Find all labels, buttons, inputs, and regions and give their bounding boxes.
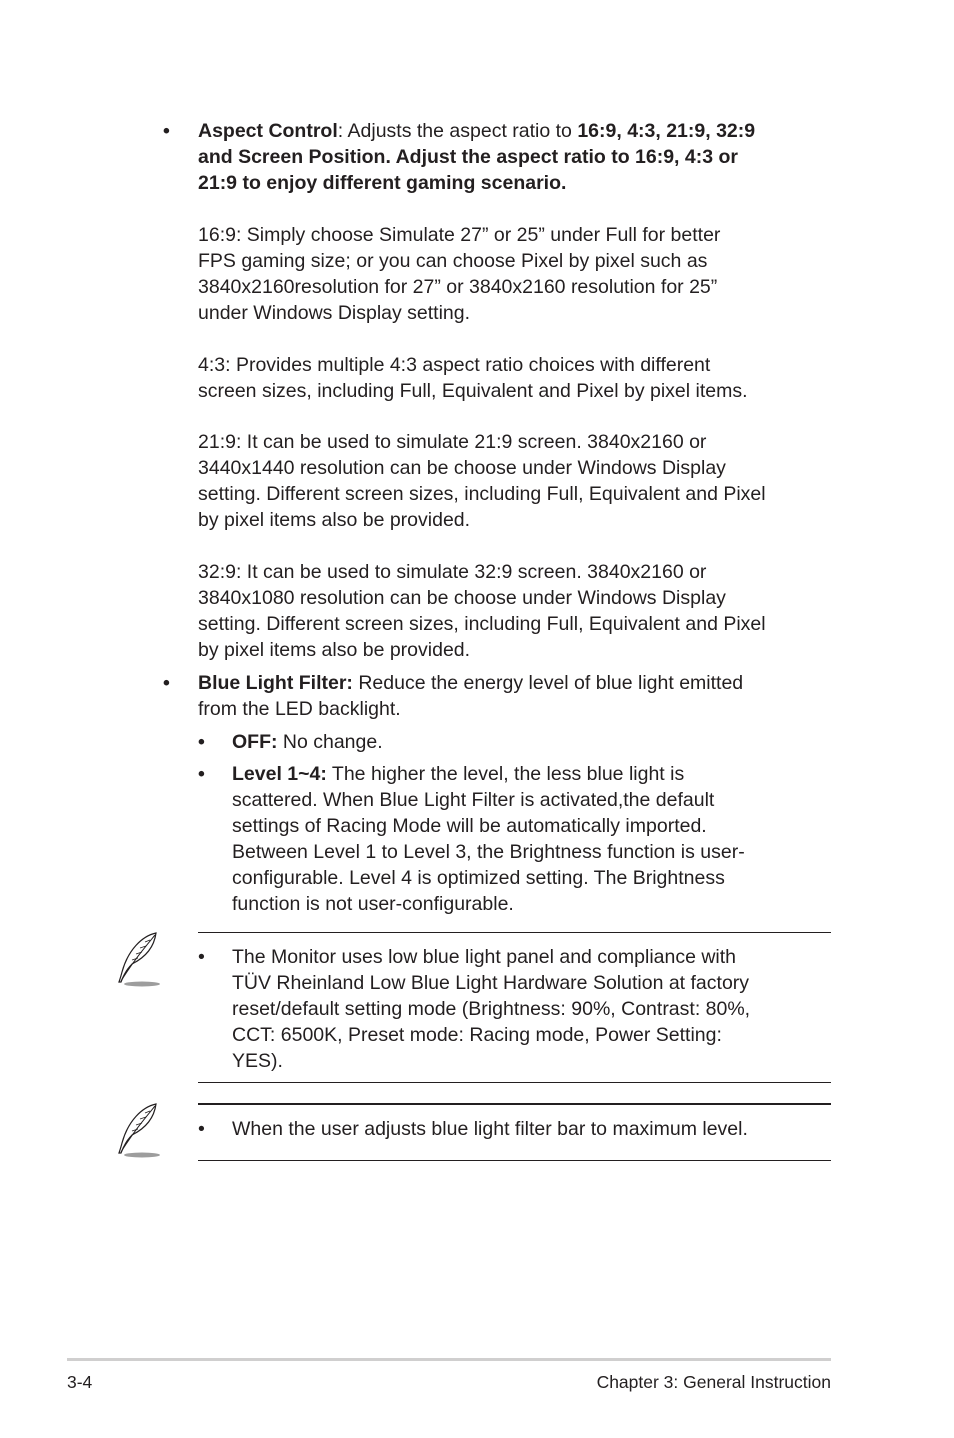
aspect-control-text: : Adjusts the aspect ratio to [337,120,578,142]
paragraph-21-9 [198,429,838,533]
level-text: The higher the level, the less blue light is [326,763,685,785]
page-number: 3-4 [67,1372,93,1392]
off-item [232,729,872,755]
text-line: 4:3: Provides multiple 4:3 aspect ratio choices with different [198,354,711,376]
aspect-control-item [198,118,838,196]
text-line: 16:9: Simply choose Simulate 27” or 25” under Full for better [198,224,721,246]
text-line: reset/default setting mode (Brightness: 90%, Contrast: 80%, [232,998,751,1020]
feather-quill-icon [112,1101,160,1159]
blue-light-filter-text: from the LED backlight. [198,698,401,720]
text-line: under Windows Display setting. [198,302,471,324]
text-line: by pixel items also be provided. [198,509,471,531]
paragraph-16-9 [198,222,838,326]
footer-rule [67,1358,831,1361]
note-bottom-rule [198,1160,831,1161]
text-line: The Monitor uses low blue light panel and compliance with [232,946,737,968]
text-line: When the user adjusts blue light filter bar to maximum level. [232,1118,748,1140]
text-line: TÜV Rheinland Low Blue Light Hardware Solution at factory [232,972,750,994]
text-line: setting. Different screen sizes, including Full, Equivalent and Pixel [198,613,766,635]
note-bullet: • [198,1118,205,1140]
aspect-ratios: 16:9, 4:3, 21:9, 32:9 [577,120,756,142]
level-label: Level 1~4: [232,763,327,785]
paragraph-4-3 [198,352,838,404]
sub-bullet: • [198,731,205,753]
note-bullet: • [198,946,205,968]
blue-light-filter-label: Blue Light Filter: [198,672,353,694]
blue-light-filter-item [198,670,838,722]
text-line: 3440x1440 resolution can be choose under Windows Display [198,457,726,479]
level-text: configurable. Level 4 is optimized setting. The Brightness [232,867,725,889]
level-text: Between Level 1 to Level 3, the Brightness function is user- [232,841,745,863]
text-line: 3840x1080 resolution can be choose under Windows Display [198,587,726,609]
note-bottom-rule [198,1082,831,1083]
aspect-control-text: 21:9 to enjoy different gaming scenario. [198,172,567,194]
text-line: 21:9: It can be used to simulate 21:9 screen. 3840x2160 or [198,431,707,453]
blue-light-filter-text: Reduce the energy level of blue light emitted [352,672,744,694]
text-line: CCT: 6500K, Preset mode: Racing mode, Power Setting: [232,1024,722,1046]
note-top-rule [198,932,831,933]
note-2-text [232,1116,872,1142]
note-1-text [232,944,872,1074]
bullet: • [163,120,170,142]
feather-quill-icon [112,930,160,988]
text-line: YES). [232,1050,283,1072]
sub-bullet: • [198,763,205,785]
note-top-rule [198,1103,831,1105]
text-line: FPS gaming size; or you can choose Pixel by pixel such as [198,250,708,272]
level-text: settings of Racing Mode will be automatically imported. [232,815,707,837]
text-line: 3840x2160resolution for 27” or 3840x2160 resolution for 25” [198,276,718,298]
off-text: No change. [277,731,383,753]
chapter-title: Chapter 3: General Instruction [596,1372,831,1392]
level-item [232,761,872,917]
off-label: OFF: [232,731,278,753]
text-line: screen sizes, including Full, Equivalent and Pixel by pixel items. [198,380,748,402]
text-line: by pixel items also be provided. [198,639,471,661]
text-line: setting. Different screen sizes, including Full, Equivalent and Pixel [198,483,766,505]
level-text: function is not user-configurable. [232,893,514,915]
level-text: scattered. When Blue Light Filter is activated,the default [232,789,715,811]
text-line: 32:9: It can be used to simulate 32:9 screen. 3840x2160 or [198,561,707,583]
bullet: • [163,672,170,694]
paragraph-32-9 [198,559,838,663]
aspect-control-text: and Screen Position. Adjust the aspect ratio to 16:9, 4:3 or [198,146,738,168]
aspect-control-label: Aspect Control [198,120,338,142]
